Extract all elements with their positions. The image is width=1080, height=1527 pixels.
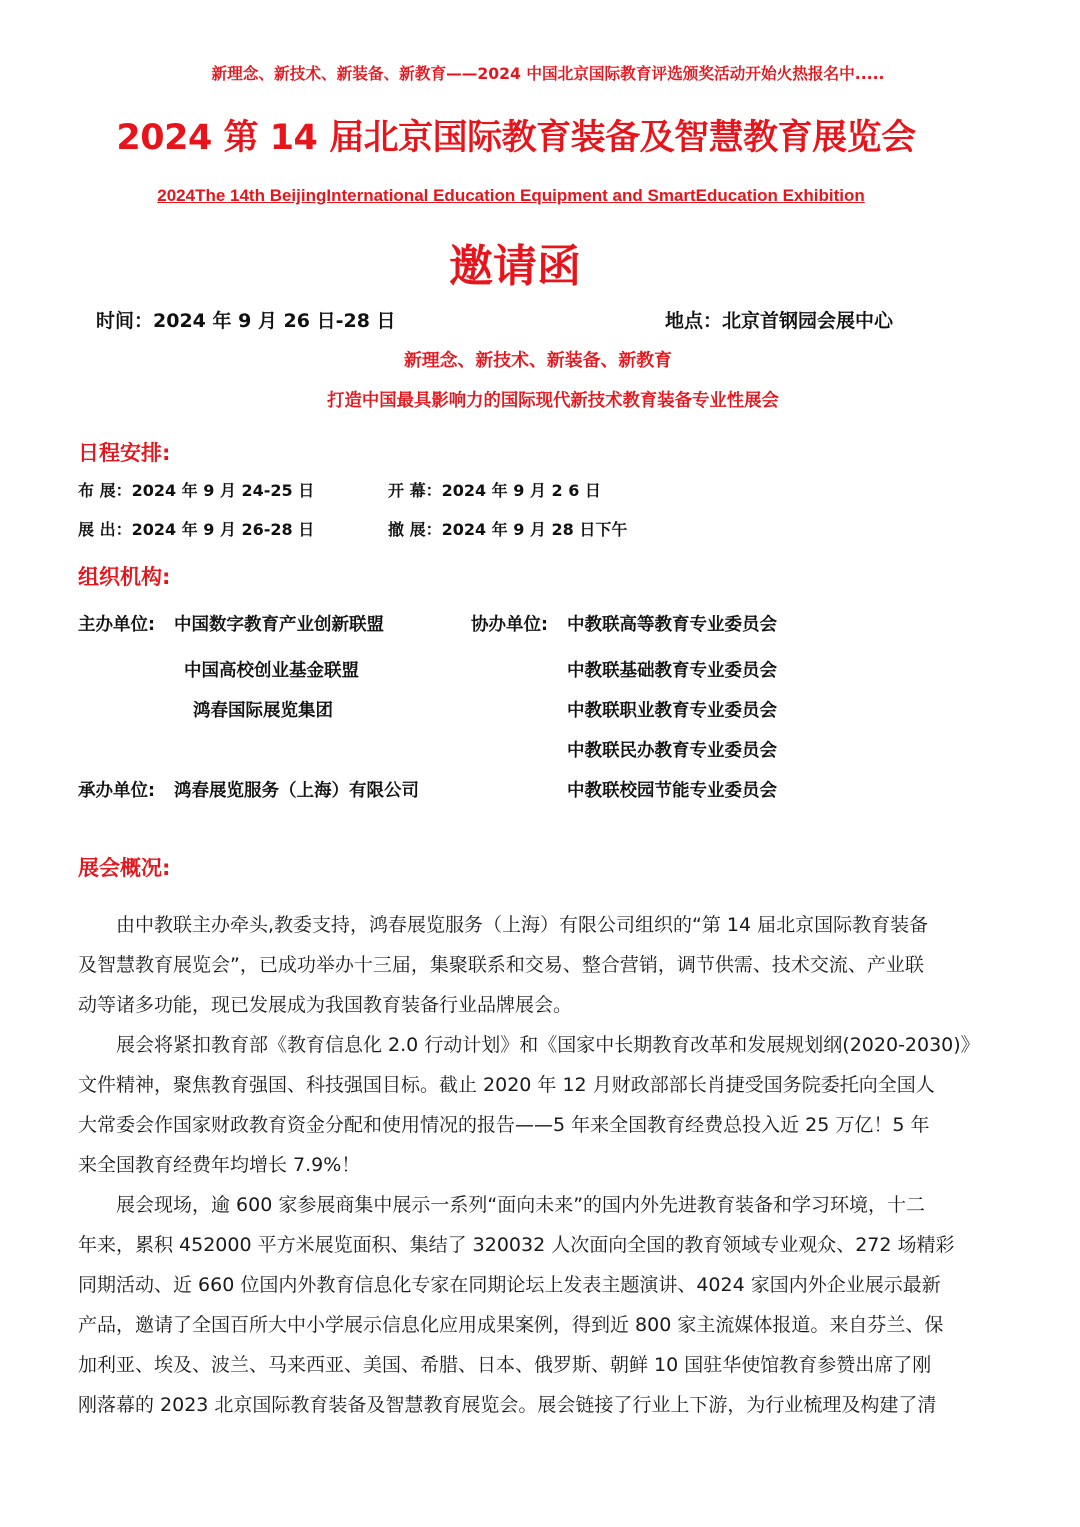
top-tagline: 新理念、新技术、新装备、新教育——2024 中国北京国际教育评选颁奖活动开始火热报名中.....	[211, 64, 885, 83]
paragraph-line: 年来，累积 452000 平方米展览面积、集结了 320032 人次面向全国的教育领域专业观众、272 场精彩	[78, 1234, 955, 1256]
slogan-line: 打造中国最具影响力的国际现代新技术教育装备专业性展会	[327, 391, 779, 411]
host-item: 鸿春国际展览集团	[193, 701, 333, 721]
paragraph-line: 展会现场，逾 600 家参展商集中展示一系列“面向未来”的国内外先进教育装备和学习环境，十二	[116, 1194, 926, 1216]
invitation-title: 邀请函	[449, 241, 581, 292]
paragraph-line: 产品，邀请了全国百所大中小学展示信息化应用成果案例，得到近 800 家主流媒体报道。来自芬兰、保	[78, 1314, 944, 1336]
page-title: 2024 第 14 届北京国际教育装备及智慧教育展览会	[116, 118, 916, 158]
schedule-opening: 开 幕：2024 年 9 月 2 6 日	[388, 481, 601, 500]
paragraph-line: 来全国教育经费年均增长 7.9%！	[78, 1154, 361, 1176]
paragraph-line: 大常委会作国家财政教育资金分配和使用情况的报告——5 年来全国教育经费总投入近 25 万亿！5 年	[78, 1114, 930, 1136]
slogan-line: 新理念、新技术、新装备、新教育	[403, 350, 673, 371]
paragraph-line: 同期活动、近 660 位国内外教育信息化专家在同期论坛上发表主题演讲、4024 家国内外企业展示最新	[78, 1274, 941, 1296]
event-time: 时间：2024 年 9 月 26 日-28 日	[96, 310, 396, 332]
organizer-label: 承办单位:	[78, 781, 155, 801]
schedule-teardown: 撤 展：2024 年 9 月 28 日下午	[388, 520, 628, 539]
host-label: 主办单位:	[78, 615, 155, 635]
co-organizer-item: 中教联高等教育专业委员会	[567, 615, 777, 635]
schedule-setup: 布 展：2024 年 9 月 24-25 日	[78, 481, 315, 500]
paragraph-line: 及智慧教育展览会”，已成功举办十三届，集聚联系和交易、整合营销，调节供需、技术交流、产业联	[78, 954, 924, 976]
co-organizer-item: 中教联基础教育专业委员会	[567, 661, 777, 681]
host-item: 中国数字教育产业创新联盟	[174, 615, 384, 635]
schedule-show: 展 出：2024 年 9 月 26-28 日	[78, 520, 315, 539]
paragraph-line: 刚落幕的 2023 北京国际教育装备及智慧教育展览会。展会链接了行业上下游，为行业梳理及构建了清	[78, 1394, 937, 1416]
co-organizer-label: 协办单位:	[471, 615, 548, 635]
english-title: 2024The 14th BeijingInternational Education Equipment and SmartEducation Exhibition	[157, 186, 865, 205]
organizers-heading: 组织机构:	[78, 565, 171, 589]
paragraph-line: 加利亚、埃及、波兰、马来西亚、美国、希腊、日本、俄罗斯、朝鲜 10 国驻华使馆教育参赞出席了刚	[78, 1354, 932, 1376]
schedule-heading: 日程安排:	[78, 441, 171, 465]
paragraph-line: 由中教联主办牵头,教委支持，鸿春展览服务（上海）有限公司组织的“第 14 届北京国际教育装备	[116, 914, 929, 936]
co-organizer-item: 中教联校园节能专业委员会	[567, 781, 777, 801]
co-organizer-item: 中教联职业教育专业委员会	[567, 701, 777, 721]
event-venue: 地点：北京首钢园会展中心	[665, 310, 894, 332]
co-organizer-item: 中教联民办教育专业委员会	[567, 741, 777, 761]
organizer-item: 鸿春展览服务（上海）有限公司	[174, 781, 419, 801]
paragraph-line: 动等诸多功能，现已发展成为我国教育装备行业品牌展会。	[78, 994, 573, 1016]
host-item: 中国高校创业基金联盟	[184, 661, 359, 681]
paragraph-line: 文件精神，聚焦教育强国、科技强国目标。截止 2020 年 12 月财政部部长肖捷受国务院委托向全国人	[78, 1074, 935, 1096]
overview-heading: 展会概况:	[78, 856, 171, 880]
paragraph-line: 展会将紧扣教育部《教育信息化 2.0 行动计划》和《国家中长期教育改革和发展规划纲(2020-2030)》	[116, 1034, 980, 1056]
